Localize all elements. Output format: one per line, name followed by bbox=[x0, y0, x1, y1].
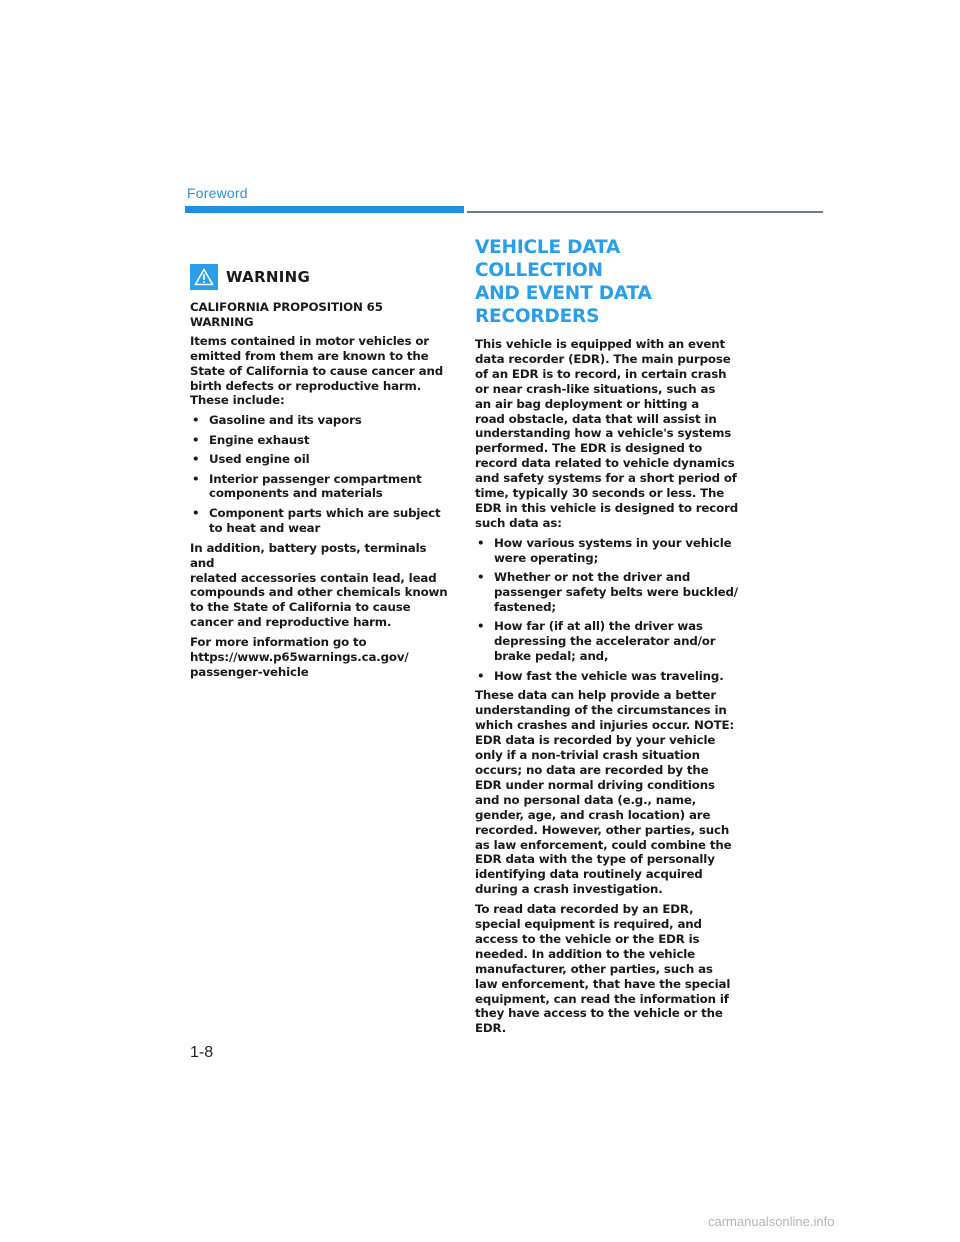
list-item: • Gasoline and its vapors bbox=[192, 413, 362, 428]
list-item: • Interior passenger compartment components and materials bbox=[192, 471, 422, 501]
header-rule-accent bbox=[185, 206, 464, 213]
warning-body bbox=[190, 300, 452, 680]
warning-bullet-list bbox=[190, 413, 452, 535]
warning-header bbox=[190, 264, 452, 290]
p65-link[interactable]: https://www.p65warnings.ca.gov/ bbox=[190, 650, 409, 665]
warning-title: WARNING bbox=[226, 268, 311, 286]
section-heading: VEHICLE DATA COLLECTION AND EVENT DATA RECORDERS bbox=[475, 237, 652, 327]
edr-paragraph-3: To read data recorded by an EDR, special equipment is required, and access to the vehicle or the EDR is needed. In addition to the vehicle manufacturer, other parties, such as law enforcement, that have the special equipment, can read the information if they have access to the vehicle or the EDR. bbox=[475, 902, 731, 1036]
header-rule-thin bbox=[467, 211, 823, 213]
warning-intro: Items contained in motor vehicles or emitted from them are known to the State of California to cause cancer and birth defects or reproductive harm. These include: bbox=[190, 333, 444, 408]
list-item: • Whether or not the driver and passenger safety belts were buckled/ fastened; bbox=[477, 570, 738, 614]
edr-column bbox=[475, 236, 739, 1041]
list-item: • Component parts which are subject to heat and wear bbox=[192, 505, 441, 535]
edr-body bbox=[475, 337, 739, 1036]
warning-more-info: For more information go to https://www.p65warnings.ca.gov/ passenger-vehicle bbox=[190, 635, 409, 679]
warning-triangle-icon bbox=[190, 264, 218, 290]
list-item: • How far (if at all) the driver was depressing the accelerator and/or brake pedal; and, bbox=[477, 619, 716, 664]
edr-paragraph-2: These data can help provide a better understanding of the circumstances in which crashes and injuries occur. NOTE: EDR data is recorded by your vehicle only if a non-trivial crash situation occurs; no data are recorded by the EDR under normal driving conditions and no personal data (e.g., name, gender, age, and crash location) are recorded. However, other parties, such as law enforcement, could combine the EDR data with the type of personally identifying data routinely acquired during a crash investigation. bbox=[475, 688, 735, 897]
warning-lead-paragraph: In addition, battery posts, terminals and related accessories contain lead, lead compounds and other chemicals known to the State of California to cause cancer and reproductive harm. bbox=[190, 540, 448, 630]
warning-subtitle: CALIFORNIA PROPOSITION 65 WARNING bbox=[190, 300, 383, 329]
list-item: • Used engine oil bbox=[192, 452, 310, 467]
watermark: carmanualsonline.info bbox=[708, 1214, 835, 1229]
edr-bullet-list bbox=[475, 536, 739, 684]
section-label: Foreword bbox=[187, 185, 248, 201]
warning-column bbox=[190, 264, 452, 685]
page-number: 1-8 bbox=[190, 1044, 214, 1061]
list-item: • How fast the vehicle was traveling. bbox=[477, 668, 724, 683]
edr-paragraph-1: This vehicle is equipped with an event data recorder (EDR). The main purpose of an EDR is to record, in certain crash or near crash-like situations, such as an air bag deployment or hitting a road obstacle, data that will assist in understanding how a vehicle's systems performed. The EDR is designed to record data related to vehicle dynamics and safety systems for a short period of time, typically 30 seconds or less. The EDR in this vehicle is designed to record such data as: bbox=[475, 337, 739, 530]
list-item: • How various systems in your vehicle were operating; bbox=[477, 535, 732, 565]
list-item: • Engine exhaust bbox=[192, 432, 310, 447]
